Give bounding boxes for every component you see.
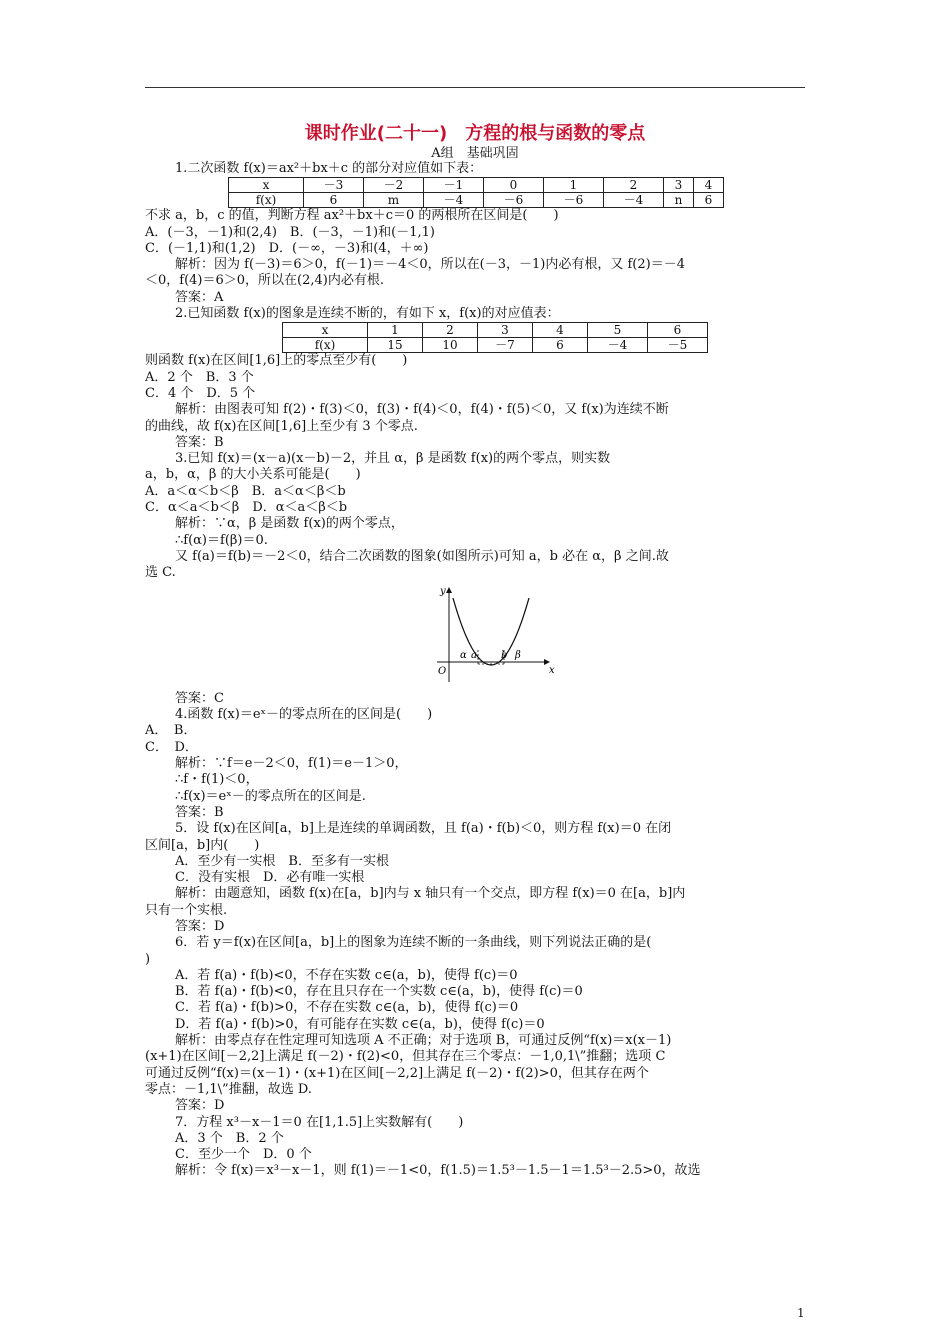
question-text: 则函数 f(x)在区间[1,6]上的零点至少有( ) — [145, 353, 408, 369]
table-cell: －4 — [424, 193, 484, 208]
solution-line: 零点：－1,1\”推翻，故选 D. — [145, 1081, 312, 1097]
option-b: B．若 f(a)・f(b)<0，存在且只存在一个实数 c∈(a，b)，使得 f(c)＝0 — [175, 984, 583, 1000]
options-ab: A．至少有一实根 B．至多有一实根 — [175, 853, 389, 869]
answer: 答案：C — [175, 690, 224, 706]
table-cell: 15 — [368, 338, 423, 353]
question-stem: 4.函数 f(x)＝eˣ－的零点所在的区间是( ) — [175, 707, 433, 723]
value-table — [282, 322, 708, 353]
value-table — [228, 177, 724, 208]
solution-line: 解析：由图表可知 f(2)・f(3)＜0，f(3)・f(4)＜0，f(4)・f(5)＜0，又 f(x)为连续不断 — [175, 402, 669, 418]
question-3 — [145, 451, 805, 707]
table-cell: －2 — [364, 178, 424, 193]
table-cell: 1 — [544, 178, 604, 193]
options-cd: C．(－1,1)和(1,2) D．(－∞，－3)和(4，＋∞) — [145, 240, 429, 256]
solution-line: 解析：令 f(x)＝x³－x－1，则 f(1)＝－1<0，f(1.5)＝1.5³－1.5－1＝1.5³－2.5>0，故选 — [175, 1163, 701, 1179]
table-cell: 1 — [368, 323, 423, 338]
options-ab: A． B． — [145, 723, 197, 739]
options-cd: C． D． — [145, 739, 198, 755]
x-axis-label: x — [549, 664, 555, 676]
answer: 答案：D — [175, 1098, 225, 1114]
table-cell: 6 — [648, 323, 708, 338]
answer: 答案：D — [175, 918, 225, 934]
question-stem: 7．方程 x³－x－1＝0 在[1,1.5]上实数解有( ) — [175, 1114, 464, 1130]
question-stem: 区间[a，b]内( ) — [145, 837, 260, 853]
table-cell: －3 — [304, 178, 364, 193]
table-cell: 3 — [478, 323, 533, 338]
question-1 — [145, 161, 805, 306]
question-stem: a，b，α，β 的大小关系可能是( ) — [145, 467, 361, 483]
table-cell: －1 — [424, 178, 484, 193]
table-cell: 5 — [588, 323, 648, 338]
question-stem: 5．设 f(x)在区间[a，b]上是连续的单调函数，且 f(a)・f(b)＜0，则方程 f(x)＝0 在闭 — [175, 821, 672, 837]
table-cell: －4 — [588, 338, 648, 353]
options-cd: C．4 个 D．5 个 — [145, 385, 256, 401]
options-ab: A．(－3，－1)和(2,4) B．(－3，－1)和(－1,1) — [145, 224, 435, 240]
table-cell: x — [229, 178, 304, 193]
table-cell: －4 — [604, 193, 664, 208]
table-cell: －5 — [648, 338, 708, 353]
document-body — [145, 123, 805, 1180]
solution-line: 又 f(a)＝f(b)＝－2＜0，结合二次函数的图象(如图所示)可知 a，b 必在 α，β 之间.故 — [175, 548, 669, 564]
solution-line: 的曲线，故 f(x)在区间[1,6]上至少有 3 个零点. — [145, 418, 418, 434]
solution-line: ∴f(α)＝f(β)＝0. — [175, 532, 268, 548]
table-cell: －6 — [484, 193, 544, 208]
table-cell: n — [664, 193, 694, 208]
answer: 答案：B — [175, 804, 224, 820]
solution-line: ∴f(x)＝eˣ－的零点所在的区间是. — [175, 788, 366, 804]
table-cell: 3 — [664, 178, 694, 193]
parabola-graph — [407, 584, 567, 684]
table-cell: 6 — [304, 193, 364, 208]
table-cell: 6 — [694, 193, 724, 208]
table-cell: f(x) — [283, 338, 368, 353]
answer: 答案：A — [175, 289, 224, 305]
solution-line: 解析：由零点存在性定理可知选项 A 不正确；对于选项 B，可通过反例“f(x)＝x(x－1) — [175, 1033, 672, 1049]
question-text: 不求 a，b，c 的值，判断方程 ax²＋bx＋c＝0 的两根所在区间是( ) — [145, 208, 559, 224]
question-2 — [145, 306, 805, 451]
a-label: a — [471, 649, 477, 661]
question-5 — [145, 821, 805, 935]
option-a: A．若 f(a)・f(b)<0，不存在实数 c∈(a，b)，使得 f(c)＝0 — [175, 967, 518, 983]
table-cell: 2 — [423, 323, 478, 338]
page-number: 1 — [797, 1306, 805, 1320]
table-cell: m — [364, 193, 424, 208]
solution-line: 选 C. — [145, 565, 176, 581]
question-4 — [145, 707, 805, 821]
beta-label: β — [515, 649, 521, 661]
page-title: 课时作业(二十一) 方程的根与函数的零点 — [304, 123, 646, 144]
table-cell: x — [283, 323, 368, 338]
b-label: b — [501, 649, 508, 661]
question-stem: ) — [145, 951, 151, 967]
options-cd: C．没有实根 D．必有唯一实根 — [175, 870, 365, 886]
options-ab: A．2 个 B．3 个 — [145, 369, 254, 385]
header-rule — [145, 87, 805, 88]
question-6 — [145, 935, 805, 1114]
option-d: D．若 f(a)・f(b)>0，有可能存在实数 c∈(a，b)，使得 f(c)＝0 — [175, 1016, 545, 1032]
solution-line: (x+1)在区间[－2,2]上满足 f(－2)・f(2)<0，但其存在三个零点：－1,0,1\”推翻；选项 C — [145, 1049, 666, 1065]
options-ab: A．3 个 B．2 个 — [175, 1130, 284, 1146]
table-cell: －6 — [544, 193, 604, 208]
alpha-label: α — [460, 649, 467, 661]
solution-line: 解析：∵f＝e－2＜0，f(1)＝e－1＞0， — [175, 756, 408, 772]
table-cell: 10 — [423, 338, 478, 353]
table-cell: 4 — [694, 178, 724, 193]
origin-label: O — [438, 665, 447, 677]
answer: 答案：B — [175, 434, 224, 450]
question-7 — [145, 1115, 805, 1180]
section-heading: A组 基础巩固 — [431, 146, 519, 161]
table-cell: f(x) — [229, 193, 304, 208]
table-cell: 2 — [604, 178, 664, 193]
option-c: C．若 f(a)・f(b)>0，不存在实数 c∈(a，b)，使得 f(c)＝0 — [175, 1000, 519, 1016]
table-cell: 0 — [484, 178, 544, 193]
solution-line: 解析：由题意知，函数 f(x)在[a，b]内与 x 轴只有一个交点，即方程 f(x)＝0 在[a，b]内 — [175, 886, 686, 902]
solution-line: 只有一个实根. — [145, 902, 228, 918]
options-ab: A．a＜α＜b＜β B．a＜α＜β＜b — [145, 483, 346, 499]
options-cd: C．α＜a＜b＜β D．α＜a＜β＜b — [145, 500, 348, 516]
question-stem: 6．若 y＝f(x)在区间[a，b]上的图象为连续不断的一条曲线，则下列说法正确的是( — [175, 935, 652, 951]
question-stem: 2.已知函数 f(x)的图象是连续不断的，有如下 x，f(x)的对应值表： — [175, 306, 560, 322]
table-cell: －7 — [478, 338, 533, 353]
table-cell: 6 — [533, 338, 588, 353]
solution-line: ＜0，f(4)＝6＞0，所以在(2,4)内必有根. — [145, 273, 384, 289]
question-stem: 1.二次函数 f(x)＝ax²＋bx＋c 的部分对应值如下表： — [175, 161, 483, 176]
y-axis-label: y — [440, 585, 446, 597]
solution-line: 解析：∵α，β 是函数 f(x)的两个零点， — [175, 516, 404, 532]
options-cd: C．至少一个 D．0 个 — [175, 1147, 312, 1163]
solution-line: ∴f・f(1)＜0， — [175, 772, 259, 788]
solution-line: 可通过反例“f(x)＝(x－1)・(x+1)在区间[－2,2]上满足 f(－2)・f(2)>0，但其存在两个 — [145, 1065, 649, 1081]
solution-line: 解析：因为 f(－3)＝6＞0，f(－1)＝－4＜0，所以在(－3，－1)内必有根，又 f(2)＝－4 — [175, 257, 685, 273]
question-stem: 3.已知 f(x)＝(x－a)(x－b)－2，并且 α，β 是函数 f(x)的两个零点，则实数 — [175, 451, 611, 467]
table-cell: 4 — [533, 323, 588, 338]
